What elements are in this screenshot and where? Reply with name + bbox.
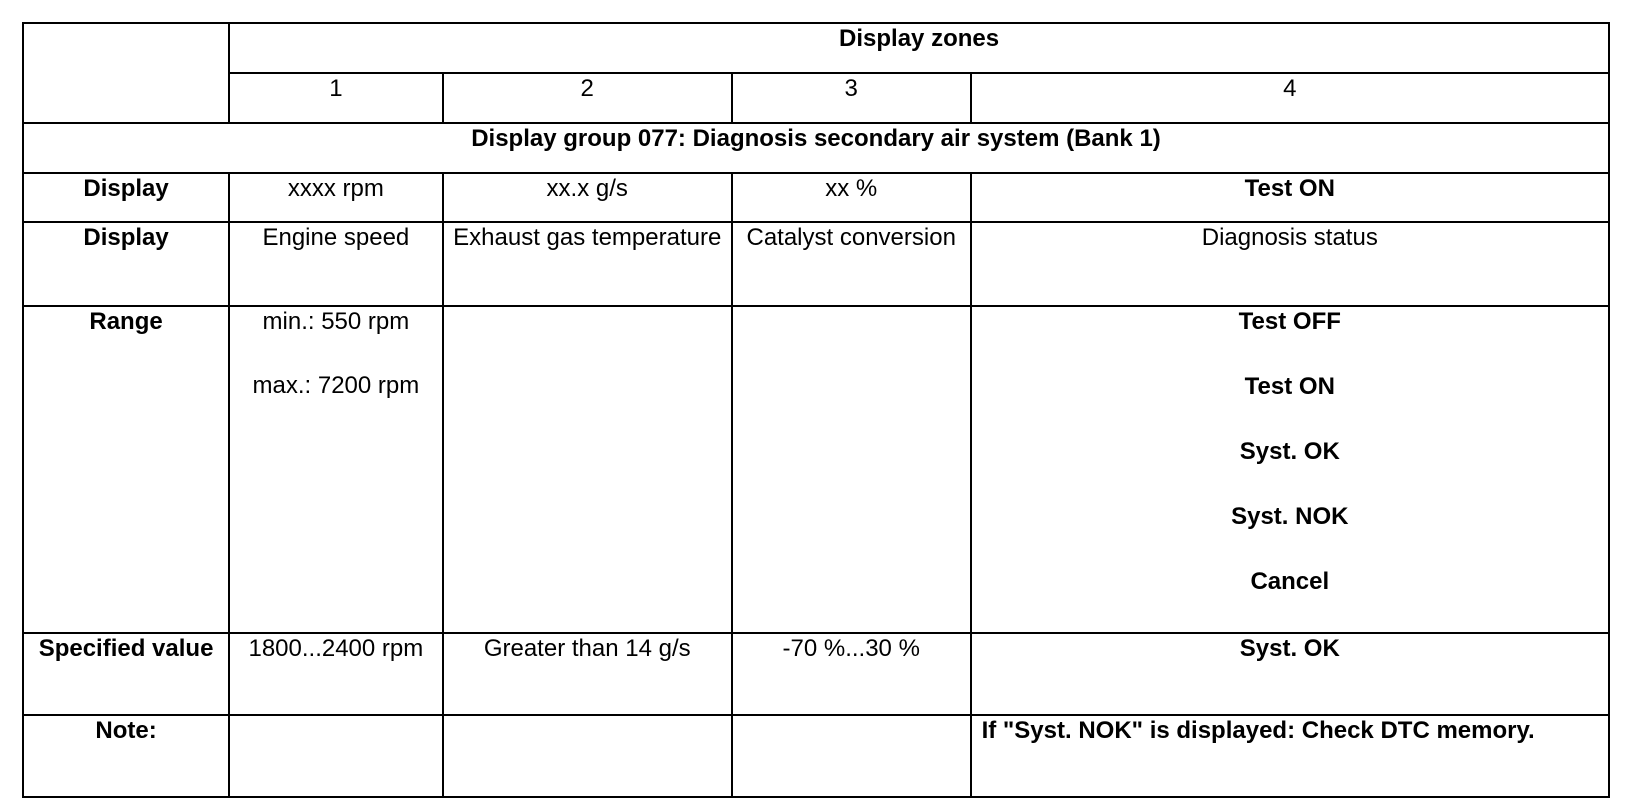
note-zone-3 <box>732 715 971 797</box>
measuring-value-table-document <box>22 22 1610 798</box>
row-label-display: Display <box>23 222 229 306</box>
display-value-zone-2: xx.x g/s <box>443 173 732 222</box>
range-zone-4 <box>971 306 1609 633</box>
display-name-zone-2: Exhaust gas temperature <box>443 222 732 306</box>
specified-value-zone-2: Greater than 14 g/s <box>443 633 732 715</box>
status-cancel: Cancel <box>1250 568 1330 595</box>
specified-value-zone-3: -70 %...30 % <box>732 633 971 715</box>
status-test-off: Test OFF <box>1238 308 1341 335</box>
display-value-zone-1: xxxx rpm <box>229 173 443 222</box>
zone-number-1: 1 <box>229 73 443 123</box>
specified-value-zone-1: 1800...2400 rpm <box>229 633 443 715</box>
display-value-zone-3: xx % <box>732 173 971 222</box>
specified-value-zone-4: Syst. OK <box>971 633 1609 715</box>
note-zone-4: If "Syst. NOK" is displayed: Check DTC memory. <box>971 715 1609 797</box>
table-row <box>23 633 1609 715</box>
display-value-zone-4: Test ON <box>971 173 1609 222</box>
display-name-zone-3: Catalyst conversion <box>732 222 971 306</box>
range-zone-2 <box>443 306 732 633</box>
display-zones-heading: Display zones <box>229 23 1609 73</box>
range-min-value: min.: 550 rpm <box>262 308 410 335</box>
note-zone-1 <box>229 715 443 797</box>
range-zone-3 <box>732 306 971 633</box>
display-group-title-row <box>23 123 1609 173</box>
status-test-on: Test ON <box>1244 373 1335 400</box>
note-zone-2 <box>443 715 732 797</box>
table-row <box>23 222 1609 306</box>
zone-number-4: 4 <box>971 73 1609 123</box>
display-name-zone-4: Diagnosis status <box>971 222 1609 306</box>
row-label-range: Range <box>23 306 229 633</box>
display-group-table <box>22 22 1610 798</box>
status-syst-ok: Syst. OK <box>1239 438 1340 465</box>
status-syst-nok: Syst. NOK <box>1231 503 1349 530</box>
row-label-display: Display <box>23 173 229 222</box>
row-label-note: Note: <box>23 715 229 797</box>
table-row <box>23 173 1609 222</box>
row-label-specified-value: Specified value <box>23 633 229 715</box>
range-max-value: max.: 7200 rpm <box>252 372 420 399</box>
range-zone-1 <box>229 306 443 633</box>
header-corner-cell <box>23 23 229 123</box>
table-header-row <box>23 23 1609 73</box>
display-group-title: Display group 077: Diagnosis secondary air system (Bank 1) <box>23 123 1609 173</box>
zone-numbers-row <box>23 73 1609 123</box>
zone-number-2: 2 <box>443 73 732 123</box>
table-row <box>23 715 1609 797</box>
table-row <box>23 306 1609 633</box>
zone-number-3: 3 <box>732 73 971 123</box>
display-name-zone-1: Engine speed <box>229 222 443 306</box>
